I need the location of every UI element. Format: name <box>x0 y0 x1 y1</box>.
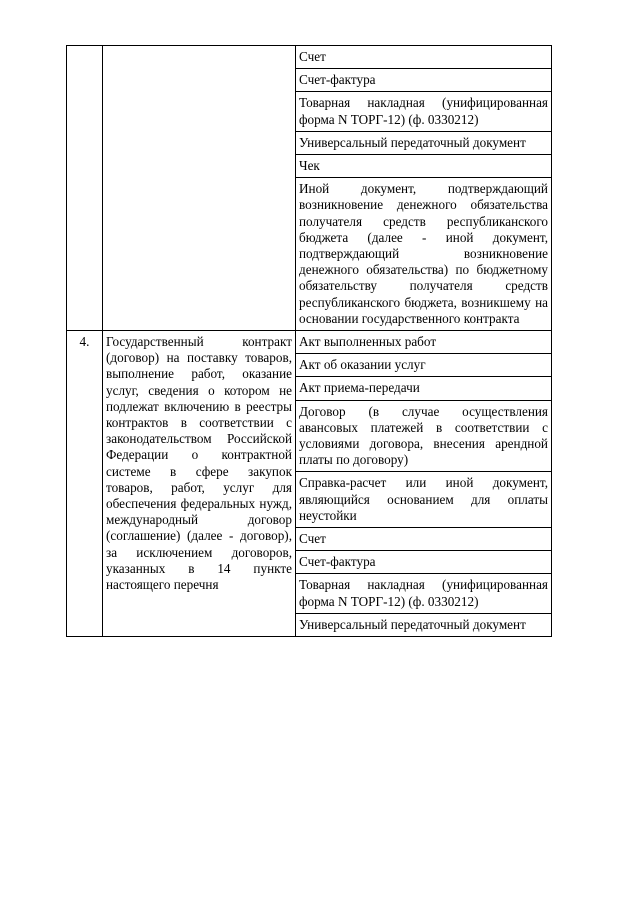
row-number-cell <box>67 46 103 331</box>
document-cell: Чек <box>296 155 552 178</box>
document-cell: Товарная накладная (унифицированная форма N ТОРГ-12) (ф. 0330212) <box>296 574 552 613</box>
document-cell: Акт приема-передачи <box>296 377 552 400</box>
document-cell: Счет-фактура <box>296 551 552 574</box>
basis-cell: Государственный контракт (договор) на поставку товаров, выполнение работ, оказание услуг, сведения о котором не подлежат включению в реестры контрактов в соответствии с законодательством Российской Федерации о контрактной системе в сфере закупок товаров, работ, услуг для обеспечения федеральных нужд, международный договор (соглашение) (далее - договор), за исключением договоров, указанных в 14 пункте настоящего перечня <box>103 331 296 637</box>
document-cell: Иной документ, подтверждающий возникновение денежного обязательства получателя средств республиканского бюджета (далее - иной документ, подтверждающий возникновение денежного обязательства) по бюджетному обязательству получателя средств республиканского бюджета, возникшему на основании государственного контракта <box>296 178 552 331</box>
document-cell: Договор (в случае осуществления авансовых платежей в соответствии с условиями договора, внесения арендной платы по договору) <box>296 400 552 472</box>
document-cell: Универсальный передаточный документ <box>296 131 552 154</box>
basis-cell <box>103 46 296 331</box>
document-cell: Универсальный передаточный документ <box>296 613 552 636</box>
document-cell: Счет-фактура <box>296 69 552 92</box>
document-cell: Акт выполненных работ <box>296 331 552 354</box>
document-cell: Счет <box>296 528 552 551</box>
document-cell: Товарная накладная (унифицированная форма N ТОРГ-12) (ф. 0330212) <box>296 92 552 131</box>
table-row <box>67 46 552 69</box>
row-number-cell: 4. <box>67 331 103 637</box>
document-cell: Счет <box>296 46 552 69</box>
document-list-table <box>66 45 552 637</box>
table-row <box>67 331 552 354</box>
document-cell: Акт об оказании услуг <box>296 354 552 377</box>
document-cell: Справка-расчет или иной документ, являющийся основанием для оплаты неустойки <box>296 472 552 528</box>
